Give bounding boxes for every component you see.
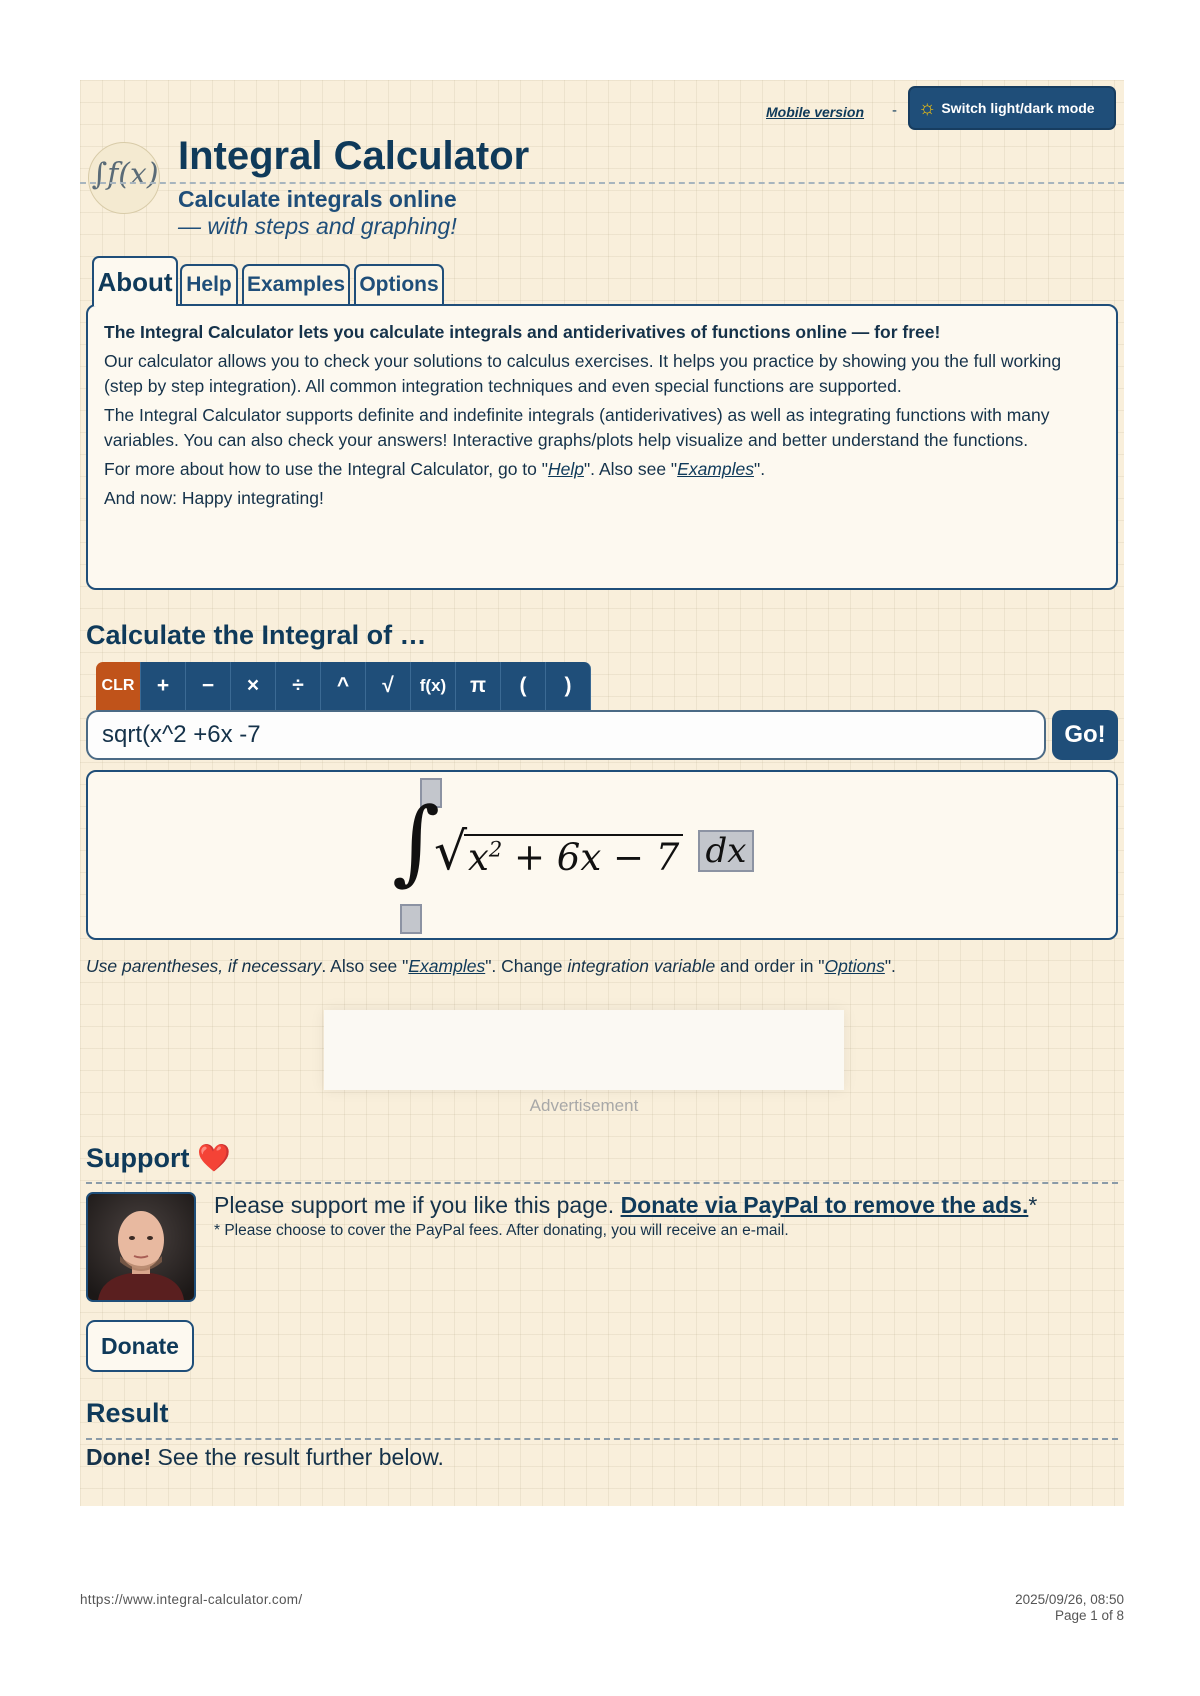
examples-link[interactable]: Examples bbox=[677, 459, 754, 479]
divide-key[interactable]: ÷ bbox=[276, 662, 321, 710]
theme-toggle-button[interactable] bbox=[908, 86, 1116, 130]
about-lead: The Integral Calculator lets you calculate integrals and antiderivatives of functions online — for free! bbox=[104, 322, 941, 342]
pi-key[interactable]: π bbox=[456, 662, 501, 710]
page-subtitle: Calculate integrals online bbox=[178, 186, 457, 212]
hint-examples-link[interactable]: Examples bbox=[408, 956, 486, 976]
advertisement-label: Advertisement bbox=[529, 1096, 639, 1115]
keypad bbox=[96, 662, 591, 710]
heart-icon: ❤️ bbox=[197, 1143, 231, 1173]
multiply-key[interactable]: × bbox=[231, 662, 276, 710]
result-heading: Result bbox=[86, 1398, 169, 1428]
title-divider bbox=[80, 182, 1124, 184]
logo-glyph: ∫f(x) bbox=[91, 157, 159, 192]
support-message bbox=[214, 1192, 1037, 1219]
top-separator: - bbox=[892, 102, 897, 119]
function-key[interactable]: f(x) bbox=[411, 662, 456, 710]
footer-datetime: 2025/09/26, 08:50 bbox=[1015, 1592, 1124, 1607]
support-heading bbox=[86, 1142, 231, 1174]
hint-text-3: and order in " bbox=[715, 956, 825, 976]
hint-text-1: . Also see " bbox=[321, 956, 409, 976]
footer-page-number: Page 1 of 8 bbox=[1054, 1608, 1124, 1623]
tab-options[interactable]: Options bbox=[354, 264, 444, 304]
about-paragraph-1: Our calculator allows you to check your solutions to calculus exercises. It helps you practice by showing you the full working (step by step integration). All common integration techniques and even special functions are supported. bbox=[104, 351, 1062, 396]
about-p3-prefix: For more about how to use the Integral Calculator, go to " bbox=[104, 459, 548, 479]
about-p3-suffix: ". bbox=[753, 459, 766, 479]
result-text: See the result further below. bbox=[151, 1444, 444, 1470]
fee-note: * Please choose to cover the PayPal fees. After donating, you will receive an e-mail. bbox=[214, 1222, 789, 1239]
function-input[interactable] bbox=[86, 710, 1046, 760]
hint-text-4: ". bbox=[884, 956, 896, 976]
differential-box[interactable]: dx bbox=[698, 830, 754, 872]
page bbox=[80, 80, 1124, 1506]
clear-key[interactable]: CLR bbox=[96, 662, 141, 710]
calculator-heading: Calculate the Integral of … bbox=[86, 620, 427, 650]
result-status bbox=[86, 1444, 444, 1471]
tab-examples[interactable]: Examples bbox=[242, 264, 350, 304]
radical-sign: √ bbox=[434, 822, 468, 882]
hint-italic-2: integration variable bbox=[567, 956, 716, 976]
radicand bbox=[464, 834, 683, 879]
avatar-photo bbox=[88, 1194, 194, 1300]
tab-help[interactable]: Help bbox=[180, 264, 238, 304]
close-paren-key[interactable]: ) bbox=[546, 662, 591, 710]
support-divider bbox=[86, 1182, 1118, 1184]
minus-key[interactable]: − bbox=[186, 662, 231, 710]
support-heading-text: Support bbox=[86, 1143, 190, 1173]
help-link[interactable]: Help bbox=[547, 459, 584, 479]
radicand-rest: + 6x − 7 bbox=[502, 836, 680, 879]
page-title: Integral Calculator bbox=[178, 134, 530, 178]
hint-options-link[interactable]: Options bbox=[824, 956, 885, 976]
theme-toggle-label: Switch light/dark mode bbox=[941, 100, 1095, 116]
tab-about[interactable]: About bbox=[92, 256, 178, 306]
hint-text-2: ". Change bbox=[485, 956, 568, 976]
plus-key[interactable]: + bbox=[141, 662, 186, 710]
about-paragraph-2: The Integral Calculator supports definite and indefinite integrals (antiderivatives) as well as integrating functions with many variables. You can also check your answers! Interactive graphs/plots help visualize and better understand the functions. bbox=[104, 405, 1050, 450]
support-text: Please support me if you like this page. bbox=[214, 1192, 621, 1218]
footer-url: https://www.integral-calculator.com/ bbox=[80, 1592, 303, 1607]
power-key[interactable]: ^ bbox=[321, 662, 366, 710]
sun-icon: ☼ bbox=[918, 97, 937, 119]
donate-button[interactable]: Donate bbox=[86, 1320, 194, 1372]
integral-sign: ∫ bbox=[392, 788, 440, 895]
radicand-exponent: 2 bbox=[488, 837, 503, 862]
logo[interactable] bbox=[88, 142, 160, 214]
advertisement-box[interactable] bbox=[324, 1010, 844, 1090]
sqrt-key[interactable]: √ bbox=[366, 662, 411, 710]
lower-bound-placeholder[interactable] bbox=[400, 904, 422, 934]
page-tagline: — with steps and graphing! bbox=[178, 213, 457, 239]
mobile-version-link[interactable]: Mobile version bbox=[766, 104, 865, 120]
about-paragraph-3 bbox=[104, 457, 1100, 482]
math-preview bbox=[86, 770, 1118, 940]
support-asterisk: * bbox=[1028, 1192, 1038, 1218]
about-panel bbox=[86, 304, 1118, 590]
radicand-variable: x bbox=[468, 836, 489, 879]
go-button[interactable]: Go! bbox=[1052, 710, 1118, 760]
input-hint bbox=[86, 956, 896, 977]
result-done: Done! bbox=[86, 1444, 152, 1470]
hint-italic-1: Use parentheses, if necessary bbox=[86, 956, 322, 976]
paypal-donate-link[interactable]: Donate via PayPal to remove the ads. bbox=[620, 1192, 1029, 1218]
open-paren-key[interactable]: ( bbox=[501, 662, 546, 710]
about-p3-middle: ". Also see " bbox=[583, 459, 678, 479]
result-divider bbox=[86, 1438, 1118, 1440]
about-paragraph-4: And now: Happy integrating! bbox=[104, 488, 324, 508]
avatar bbox=[86, 1192, 196, 1302]
